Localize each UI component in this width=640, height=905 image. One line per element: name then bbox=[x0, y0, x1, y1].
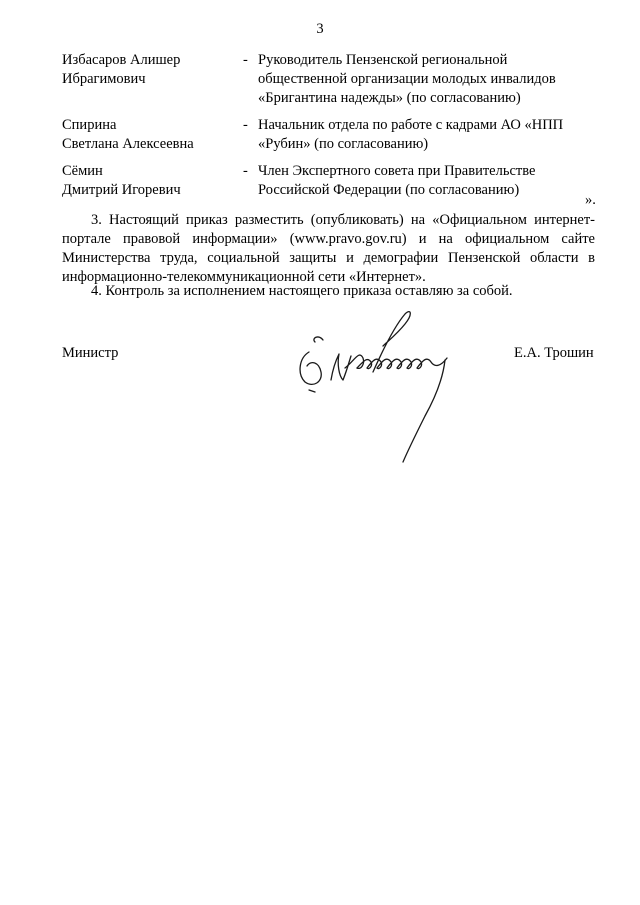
member-name-line: Спирина bbox=[62, 117, 117, 133]
member-role-line: «Рубин» (по согласованию) bbox=[258, 136, 429, 152]
signatory-title: Министр bbox=[62, 345, 119, 361]
member-name-line: Светлана Алексеевна bbox=[62, 136, 194, 152]
closing-quote: ». bbox=[585, 192, 596, 208]
member-name bbox=[62, 51, 243, 108]
member-name-line: Избасаров Алишер bbox=[62, 52, 181, 68]
member-role bbox=[258, 51, 602, 108]
member-role-line: общественной организации молодых инвалидов bbox=[258, 71, 556, 87]
member-dash: - bbox=[243, 52, 248, 68]
member-name-line: Сёмин bbox=[62, 163, 103, 179]
member-name-line: Дмитрий Игоревич bbox=[62, 182, 181, 198]
member-role-line: Член Экспертного совета при Правительстве bbox=[258, 163, 536, 179]
member-name-line: Ибрагимович bbox=[62, 71, 146, 87]
member-row bbox=[62, 116, 602, 154]
page-number: 3 bbox=[316, 21, 324, 37]
paragraph-publication: 3. Настоящий приказ разместить (опубликовать) на «Официальном интернет-портале правовой информации» (www.pravo.gov.ru) и на официальном сайте Министерства труда, социальной защиты и демографии Пензенской области в информационно-телекоммуникационной сети «Интернет». bbox=[62, 212, 595, 285]
signatory-name: Е.А. Трошин bbox=[514, 345, 594, 361]
member-dash: - bbox=[243, 117, 248, 133]
member-name bbox=[62, 116, 243, 154]
member-role-line: Руководитель Пензенской региональной bbox=[258, 52, 508, 68]
member-role bbox=[258, 162, 602, 200]
members-list bbox=[62, 51, 602, 208]
member-role bbox=[258, 116, 602, 154]
paragraph-control: 4. Контроль за исполнением настоящего приказа оставляю за собой. bbox=[91, 283, 513, 299]
member-row bbox=[62, 162, 602, 200]
member-role-line: «Бригантина надежды» (по согласованию) bbox=[258, 90, 521, 106]
member-name bbox=[62, 162, 243, 200]
member-dash: - bbox=[243, 163, 248, 179]
member-role-line: Российской Федерации (по согласованию) bbox=[258, 182, 520, 198]
member-row bbox=[62, 51, 602, 108]
member-role-line: Начальник отдела по работе с кадрами АО «НПП bbox=[258, 117, 564, 133]
handwritten-signature bbox=[285, 298, 470, 468]
